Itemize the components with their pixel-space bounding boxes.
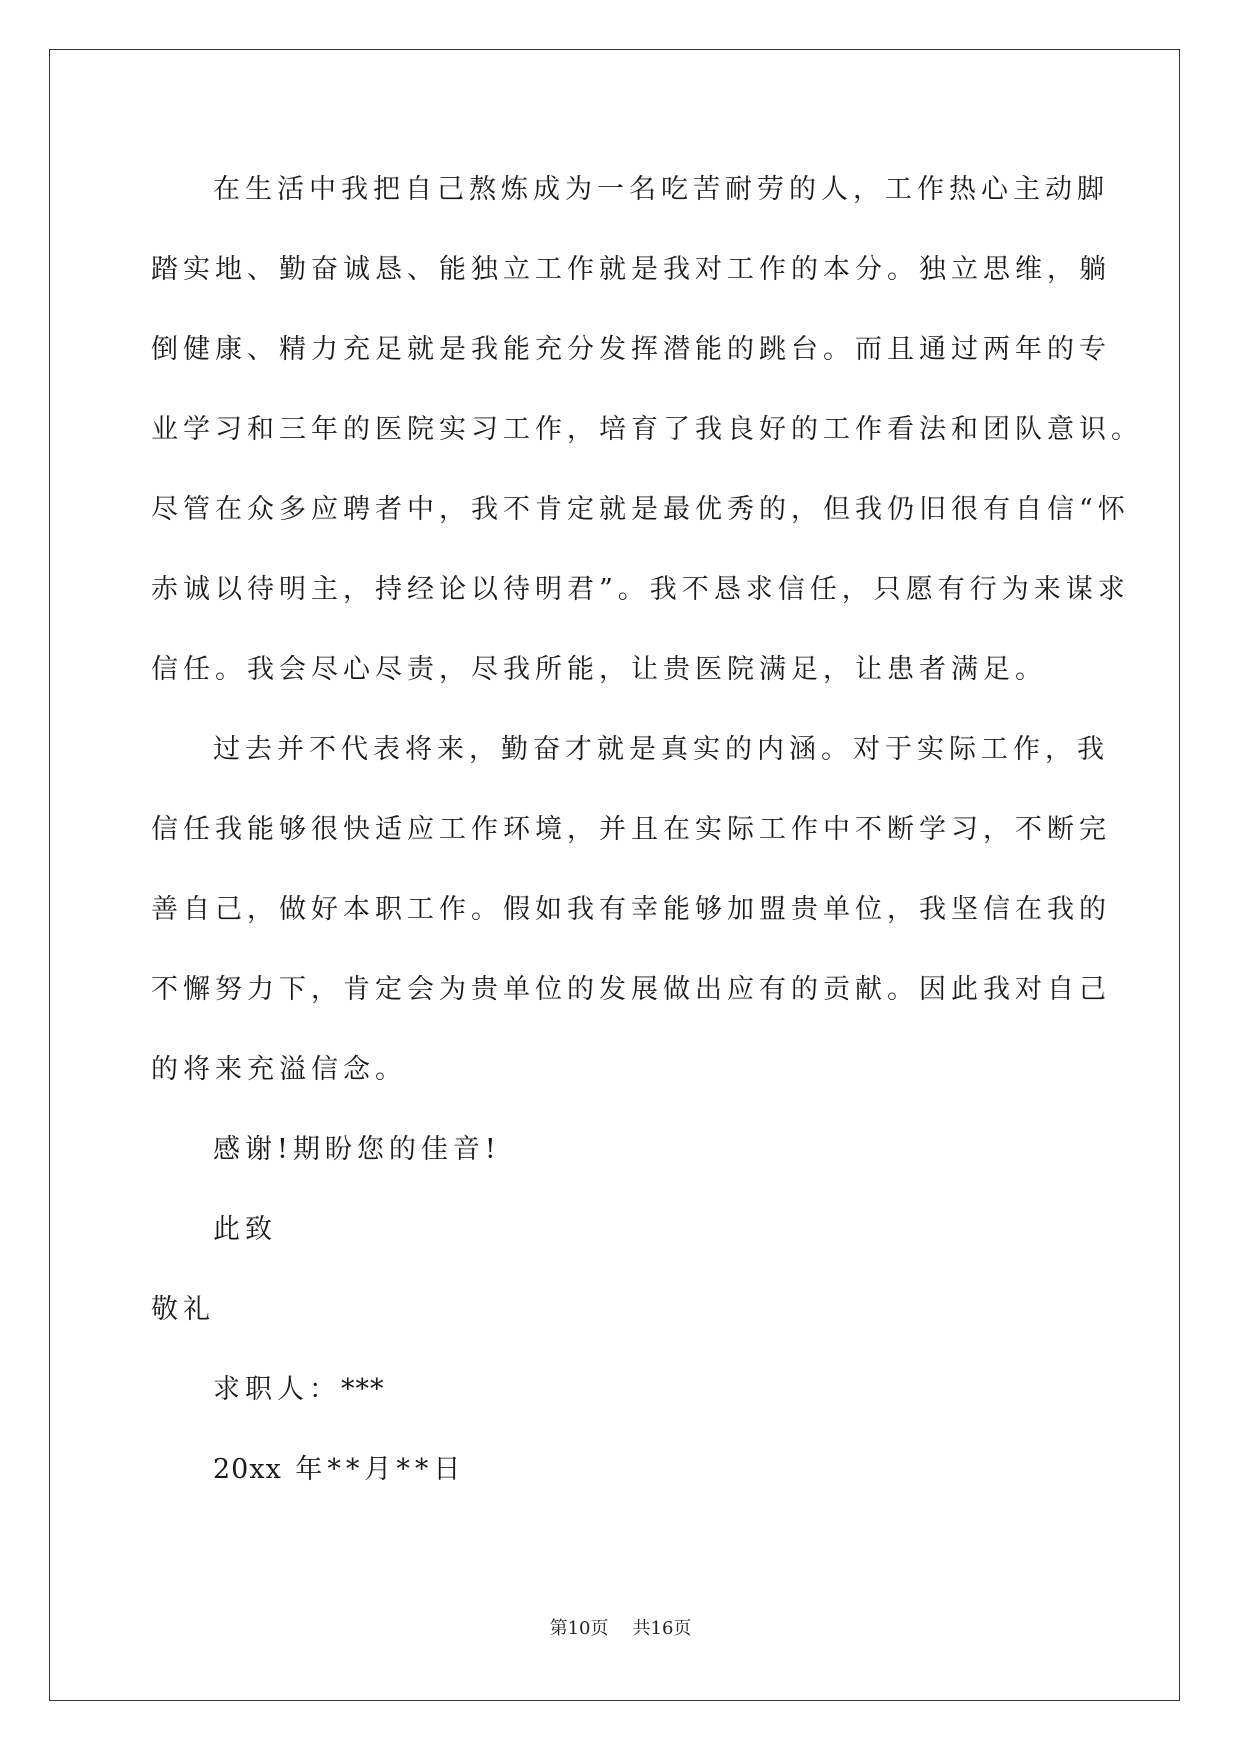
text-line: 赤诚以待明主，持经论以待明君”。我不恳求信任，只愿有行为来谋求 (151, 574, 1130, 605)
text-line: 信任。我会尽心尽责，尽我所能，让贵医院满足，让患者满足。 (151, 654, 1047, 685)
text-line: 的将来充溢信念。 (151, 1054, 407, 1085)
signer-value: *** (341, 1374, 385, 1405)
current-page-label: 第10页 (549, 1618, 609, 1639)
paragraph-future (151, 710, 1111, 1110)
date-year: 20xx (213, 1454, 282, 1485)
text-line: 业学习和三年的医院实习工作，培育了我良好的工作看法和团队意识。 (151, 414, 1143, 445)
text-line: 过去并不代表将来，勤奋才就是真实的内涵。对于实际工作，我 (213, 734, 1109, 765)
letter-body (151, 150, 1143, 1510)
text-line: 在生活中我把自己熬炼成为一名吃苦耐劳的人，工作热心主动脚 (213, 174, 1109, 205)
text-line: 踏实地、勤奋诚恳、能独立工作就是我对工作的本分。独立思维，躺 (151, 254, 1111, 285)
text-line: 信任我能够很快适应工作环境，并且在实际工作中不断学习，不断完 (151, 814, 1111, 845)
signer-label: 求职人： (213, 1374, 341, 1405)
text-line: 善自己，做好本职工作。假如我有幸能够加盟贵单位，我坚信在我的 (151, 894, 1111, 925)
text-line: 倒健康、精力充足就是我能充分发挥潜能的跳台。而且通过两年的专 (151, 334, 1111, 365)
signer-line (151, 1350, 1091, 1430)
page-footer (0, 1614, 1241, 1640)
salute-line: 敬礼 (151, 1294, 215, 1325)
total-pages-label: 共16页 (632, 1618, 692, 1639)
text-line: 不懈努力下，肯定会为贵单位的发展做出应有的贡献。因此我对自己 (151, 974, 1111, 1005)
thanks-line: 感谢!期盼您的佳音! (213, 1134, 501, 1165)
date-rest: 年**月**日 (281, 1454, 466, 1485)
date-line (151, 1430, 1091, 1510)
paragraph-self-assessment (151, 150, 1143, 710)
text-line: 尽管在众多应聘者中，我不肯定就是最优秀的，但我仍旧很有自信“怀 (151, 494, 1130, 525)
closing-line: 此致 (213, 1214, 277, 1245)
